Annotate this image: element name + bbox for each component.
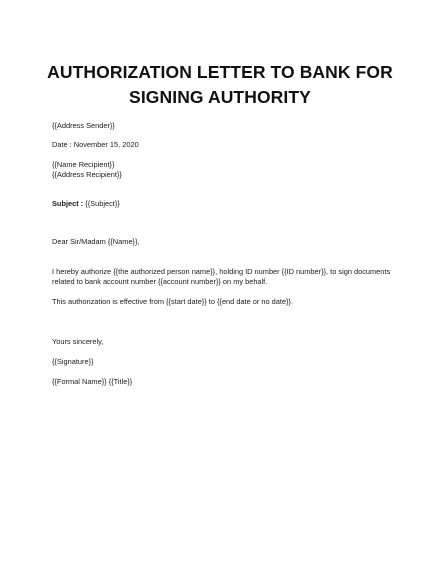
title-line-1: AUTHORIZATION LETTER TO BANK FOR bbox=[47, 62, 393, 82]
salutation: Dear Sir/Madam {{Name}}, bbox=[52, 237, 140, 246]
address-sender: {{Address Sender}} bbox=[52, 121, 115, 130]
name-recipient: {{Name Recipient}} bbox=[52, 160, 115, 169]
subject-label: Subject : bbox=[52, 199, 84, 208]
address-recipient: {{Address Recipient}} bbox=[52, 170, 122, 179]
title-line-2: SIGNING AUTHORITY bbox=[129, 87, 311, 107]
subject-value: {{Subject}} bbox=[83, 199, 120, 208]
closing: Yours sincerely, bbox=[52, 337, 104, 346]
signature-placeholder: {{Signature}} bbox=[52, 357, 94, 366]
body-line-1: I hereby authorize {{the authorized person name}}, holding ID number {{ID number}}, to sign documents bbox=[52, 267, 391, 276]
date-line: Date : November 15, 2020 bbox=[52, 140, 139, 149]
letter-title bbox=[0, 60, 440, 110]
body-line-3: This authorization is effective from {{start date}} to {{end date or no date}}. bbox=[52, 297, 294, 306]
formal-name-title: {{Formal Name}} {{Title}} bbox=[52, 377, 133, 386]
subject-line bbox=[52, 199, 120, 209]
body-line-2: related to bank account number {{account number}} on my behalf. bbox=[52, 277, 268, 286]
